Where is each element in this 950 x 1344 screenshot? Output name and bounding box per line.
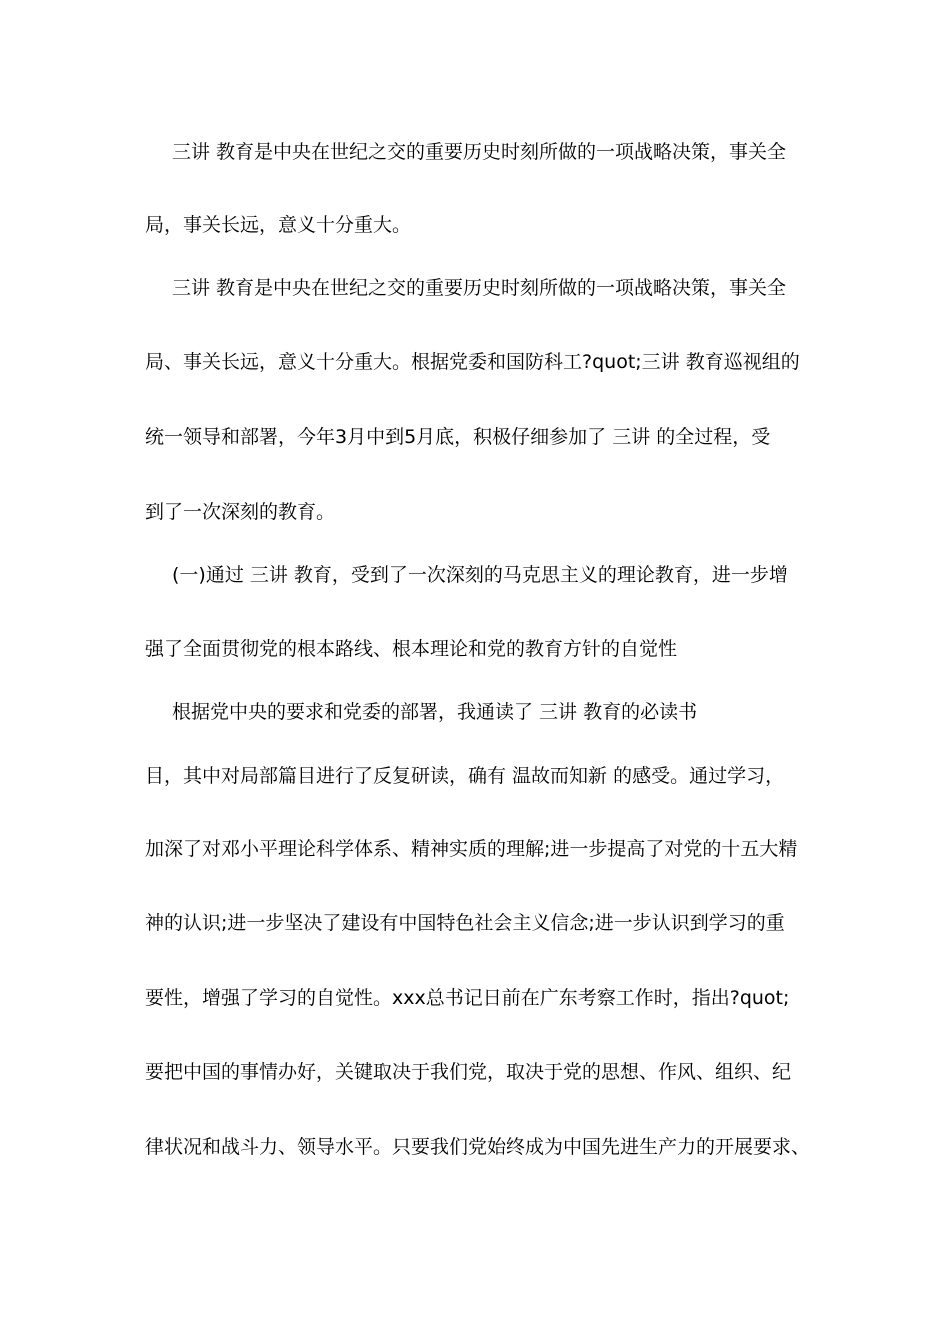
text-line: 统一领导和部署，今年3月中到5月底，积极仔细参加了 三讲 的全过程，受 — [145, 426, 771, 448]
text-line: 要把中国的事情办好，关键取决于我们党，取决于党的思想、作风、组织、纪 — [145, 1061, 792, 1083]
text-line: 加深了对邓小平理论科学体系、精神实质的理解;进一步提高了对党的十五大精 — [145, 838, 798, 860]
text-line: 强了全面贯彻党的根本路线、根本理论和党的教育方针的自觉性 — [145, 638, 678, 660]
text-line: 根据党中央的要求和党委的部署，我通读了 三讲 教育的必读书 — [172, 701, 698, 723]
text-line: 到了一次深刻的教育。 — [145, 501, 336, 523]
text-line: 三讲 教育是中央在世纪之交的重要历史时刻所做的一项战略决策，事关全 — [172, 141, 787, 163]
text-line: 律状况和战斗力、领导水平。只要我们党始终成为中国先进生产力的开展要求、 — [145, 1136, 811, 1158]
text-line: 神的认识;进一步坚决了建设有中国特色社会主义信念;进一步认识到学习的重 — [145, 912, 785, 934]
text-line: 局、事关长远，意义十分重大。根据党委和国防科工?quot;三讲 教育巡视组的 — [145, 351, 800, 373]
text-line: 三讲 教育是中央在世纪之交的重要历史时刻所做的一项战略决策，事关全 — [172, 277, 787, 299]
text-line: 要性，增强了学习的自觉性。xxx总书记日前在广东考察工作时，指出?quot; — [145, 987, 790, 1009]
text-line: 目，其中对局部篇目进行了反复研读，确有 温故而知新 的感受。通过学习， — [145, 765, 785, 787]
text-line: 局，事关长远，意义十分重大。 — [145, 214, 412, 236]
text-line: (一)通过 三讲 教育，受到了一次深刻的马克思主义的理论教育，进一步增 — [172, 564, 788, 586]
